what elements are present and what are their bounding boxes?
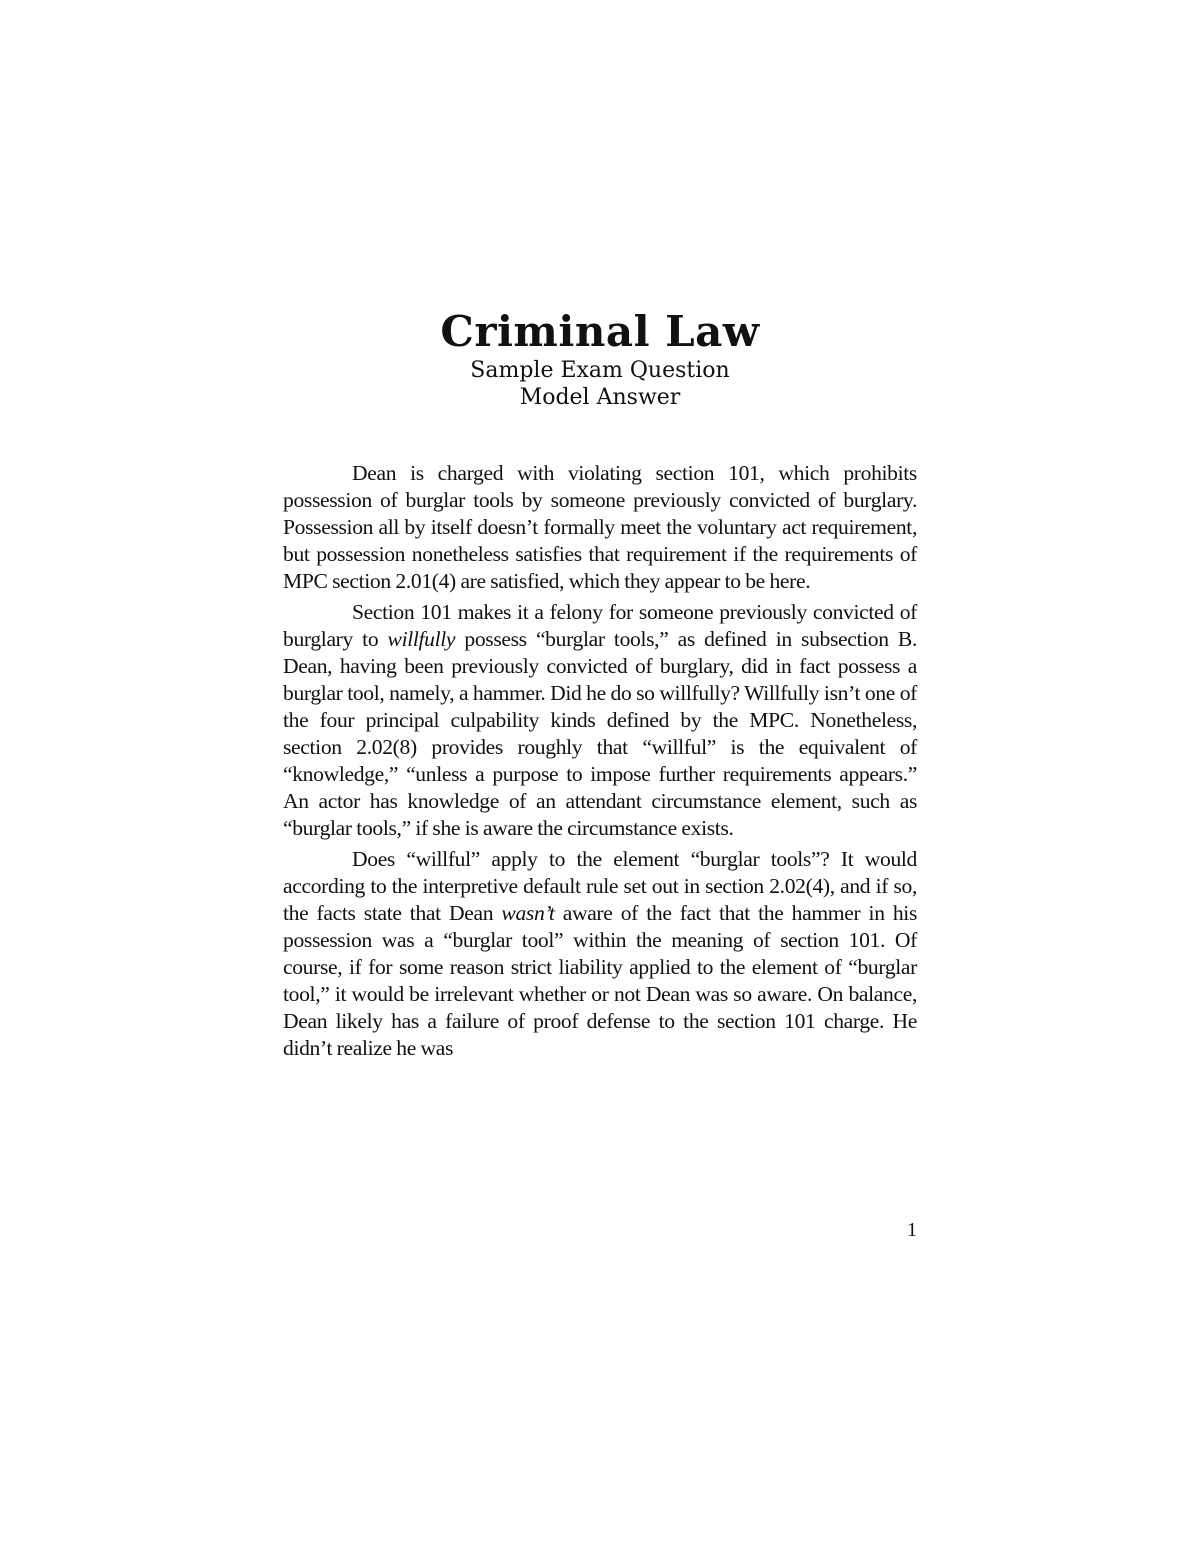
paragraph: Dean is charged with violating section 101, which prohibits possession of burglar tools by someone previously convicted of burglary. Possession all by itself doesn’t formally meet the voluntary act requirement, but possession nonetheless satisfies that requirement if the requirements of MPC section 2.01(4) are satisfied, which they appear to be here. (283, 461, 917, 593)
paragraph-text: Section 101 makes it a felony for someone previously convicted of burglary to (283, 600, 917, 651)
paragraph (283, 846, 917, 1062)
document-subtitle: Sample Exam Question (470, 358, 730, 383)
paragraph (283, 599, 917, 842)
page-number: 1 (907, 1219, 917, 1241)
emphasized-text: wasn’t (501, 901, 555, 925)
document-body (283, 460, 917, 1066)
emphasized-text: willfully (387, 627, 456, 651)
document-subtitle-secondary: Model Answer (519, 385, 681, 410)
document-title: Criminal Law (440, 307, 760, 356)
paragraph-text: aware of the fact that the hammer in his possession was a “burglar tool” within the meaning of section 101. Of course, if for some reason strict liability applied to the element of “burglar tool,” it would be irrelevant whether or not Dean was so aware. On balance, Dean likely has a failure of proof defense to the section 101 charge. He didn’t realize he was (283, 901, 918, 1060)
paragraph-text: possess “burglar tools,” as defined in subsection B. Dean, having been previously convicted of burglary, did in fact possess a burglar tool, namely, a hammer. Did he do so willfully? Willfully isn’t one of the four principal culpability kinds defined by the MPC. Nonetheless, section 2.02(8) provides roughly that “willful” is the equivalent of “knowledge,” “unless a purpose to impose further requirements appears.” An actor has knowledge of an attendant circumstance element, such as “burglar tools,” if she is aware the circumstance exists. (283, 627, 917, 840)
paragraph-text: Does “willful” apply to the element “burglar tools”? It would according to the interpretive default rule set out in section 2.02(4), and if so, the facts state that Dean (283, 847, 917, 925)
